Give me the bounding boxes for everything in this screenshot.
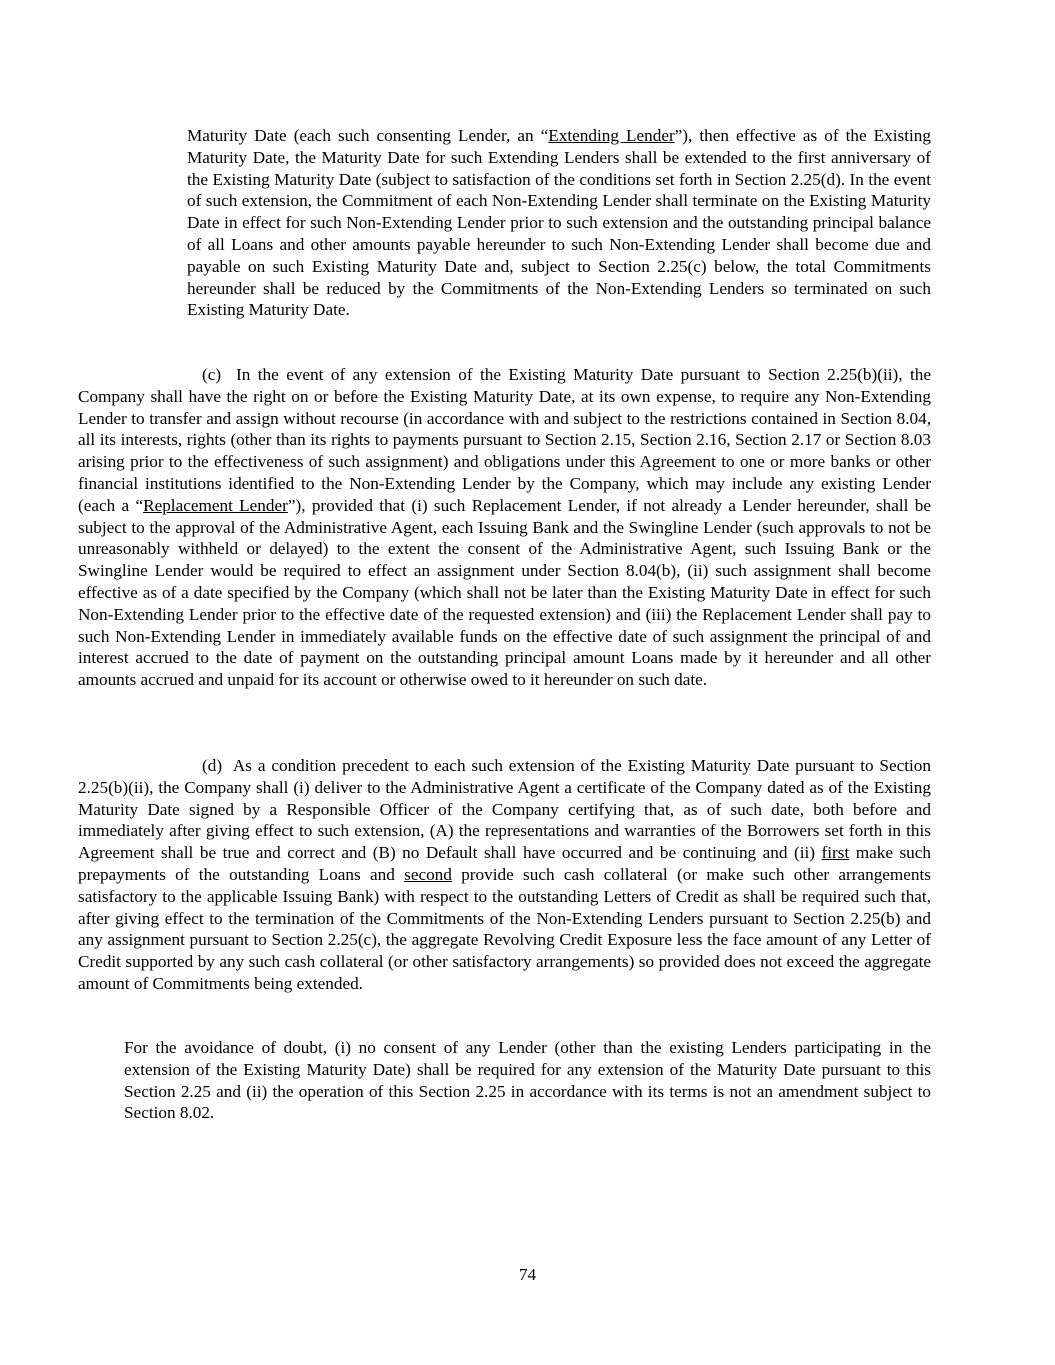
paragraph-b-continuation xyxy=(187,125,931,321)
paragraph-d-text-3: provide such cash collateral (or make such other arrangements satisfactory to the applicable Issuing Bank) with respect to the outstanding Letters of Credit as shall be required such that, after giving effect to the termination of the Commitments of the Non-Extending Lenders pursuant to Section 2.25(b) and any assignment pursuant to Section 2.25(c), the aggregate Revolving Credit Exposure less the face amount of any Letter of Credit supported by any such cash collateral (or other satisfactory arrangements) so provided does not exceed the aggregate amount of Commitments being extended. xyxy=(78,864,931,993)
term-second: second xyxy=(404,864,452,884)
paragraph-avoidance-text: For the avoidance of doubt, (i) no consent of any Lender (other than the existing Lenders participating in the extension of the Existing Maturity Date) shall be required for any extension of the Maturity Date pursuant to this Section 2.25 and (ii) the operation of this Section 2.25 in accordance with its terms is not an amendment subject to Section 8.02. xyxy=(124,1038,931,1123)
paragraph-c xyxy=(78,364,931,691)
paragraph-c-text-1: In the event of any extension of the Existing Maturity Date pursuant to Section 2.25(b)(ii), the Company shall have the right on or before the Existing Maturity Date, at its own expense, to require any Non-Extending Lender to transfer and assign without recourse (in accordance with and subject to the restrictions contained in Section 8.04, all its interests, rights (other than its rights to payments pursuant to Section 2.15, Section 2.16, Section 2.17 or Section 8.03 arising prior to the effectiveness of such assignment) and obligations under this Agreement to one or more banks or other financial institutions identified to the Non-Extending Lender by the Company, which may include any existing Lender (each a “ xyxy=(78,365,931,515)
paragraph-d xyxy=(78,755,931,995)
paragraph-b-text-1: Maturity Date (each such consenting Lender, an “ xyxy=(187,126,549,145)
defined-term-replacement-lender: Replacement Lender xyxy=(143,495,288,515)
paragraph-b-text-2: ”), then effective as of the Existing Maturity Date, the Maturity Date for such Extending Lenders shall be extended to the first anniversary of the Existing Maturity Date (subject to satisfaction of the conditions set forth in Section 2.25(d). In the event of such extension, the Commitment of each Non-Extending Lender shall terminate on the Existing Maturity Date in effect for such Non-Extending Lender prior to such extension and the outstanding principal balance of all Loans and other amounts payable hereunder to such Non-Extending Lender shall become due and payable on such Existing Maturity Date and, subject to Section 2.25(c) below, the total Commitments hereunder shall be reduced by the Commitments of the Non-Extending Lenders so terminated on such Existing Maturity Date. xyxy=(187,126,931,320)
paragraph-d-text-1: As a condition precedent to each such extension of the Existing Maturity Date pursuant to Section 2.25(b)(ii), the Company shall (i) deliver to the Administrative Agent a certificate of the Company dated as of the Existing Maturity Date signed by a Responsible Officer of the Company certifying that, as of such date, both before and immediately after giving effect to such extension, (A) the representations and warranties of the Borrowers set forth in this Agreement shall be true and correct and (B) no Default shall have occurred and be continuing and (ii) xyxy=(78,756,931,863)
term-first: first xyxy=(821,843,850,863)
paragraph-d-label: (d) xyxy=(202,756,223,775)
defined-term-extending-lender: Extending Lender xyxy=(548,126,675,145)
paragraph-d-text-2: make such prepayments of the outstanding Loans and xyxy=(78,843,931,884)
page-number: 74 xyxy=(518,1265,537,1284)
paragraph-c-label: (c) xyxy=(202,365,222,384)
paragraph-avoidance-of-doubt xyxy=(124,1037,931,1124)
paragraph-c-text-2: ”), provided that (i) such Replacement Lender, if not already a Lender hereunder, shall be subject to the approval of the Administrative Agent, each Issuing Bank and the Swingline Lender (such approvals to not be unreasonably withheld or delayed) to the extent the consent of the Administrative Agent, such Issuing Bank or the Swingline Lender would be required to effect an assignment under Section 8.04(b), (ii) such assignment shall become effective as of a date specified by the Company (which shall not be later than the Existing Maturity Date in effect for such Non-Extending Lender prior to the effective date of the requested extension) and (iii) the Replacement Lender shall pay to such Non-Extending Lender in immediately available funds on the effective date of such assignment the principal of and interest accrued to the date of payment on the outstanding principal amount Loans made by it hereunder and all other amounts accrued and unpaid for its account or otherwise owed to it hereunder on such date. xyxy=(78,495,931,690)
